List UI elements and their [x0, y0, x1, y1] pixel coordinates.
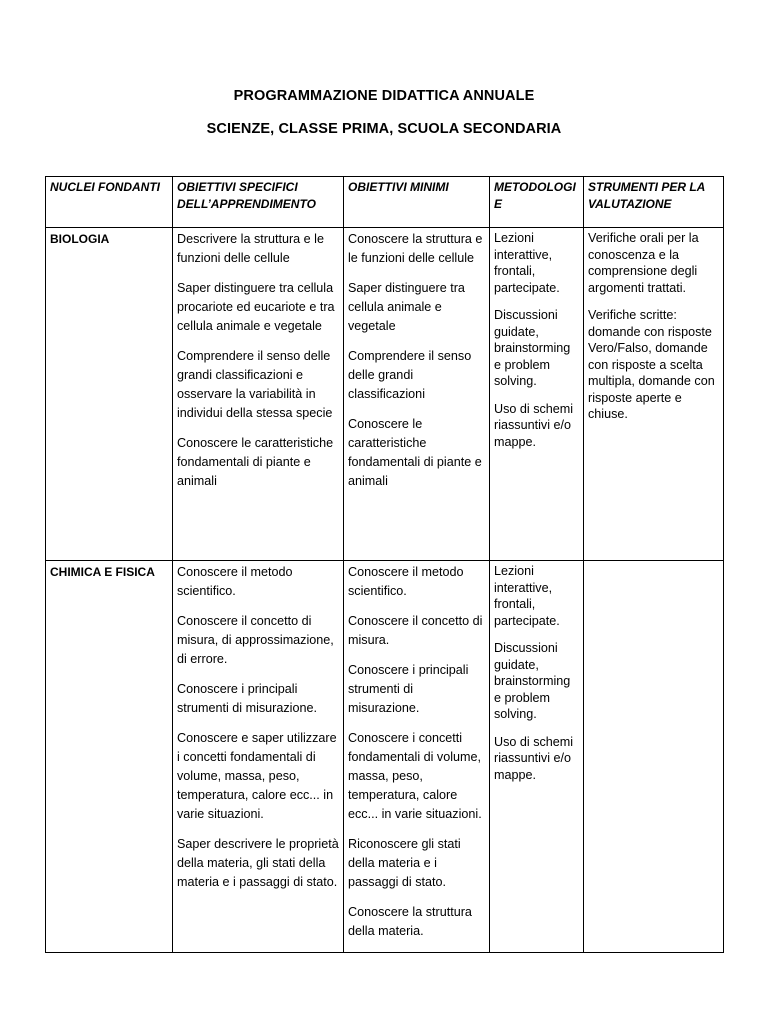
- obiettivo-specifico: Saper descrivere le proprietà della materia, gli stati della materia e i passaggi di stato.: [177, 837, 339, 889]
- obiettivo-specifico: Comprendere il senso delle grandi classificazioni e osservare la variabilità in individui della stessa specie: [177, 349, 333, 420]
- metodologia: Uso di schemi riassuntivi e/o mappe.: [494, 401, 574, 449]
- header-nuclei-fondanti: NUCLEI FONDANTI: [46, 177, 173, 228]
- obiettivo-minimo: Conoscere il metodo scientifico.: [348, 565, 464, 598]
- document-subtitle: SCIENZE, CLASSE PRIMA, SCUOLA SECONDARIA: [206, 121, 562, 137]
- obiettivo-minimo-cell: [344, 561, 490, 953]
- header-strumenti-valutazione: STRUMENTI PER LA VALUTAZIONE: [584, 177, 724, 228]
- metodologia: Discussioni guidate, brainstorming e problem solving.: [494, 308, 571, 388]
- header-metodologie: METODOLOGIE: [490, 177, 584, 228]
- obiettivo-specifico: Conoscere i principali strumenti di misurazione.: [177, 682, 317, 715]
- nucleo-fondante: CHIMICA E FISICA: [46, 561, 173, 953]
- nucleo-fondante: BIOLOGIA: [46, 228, 173, 561]
- obiettivo-minimo: Conoscere la struttura della materia.: [348, 905, 472, 938]
- obiettivo-minimo-cell: [344, 228, 490, 561]
- strumento-valutazione-cell: [584, 228, 724, 561]
- strumento-valutazione-cell: [584, 561, 724, 953]
- obiettivo-specifico: Saper distinguere tra cellula procariote ed eucariote e tra cellula animale e vegetale: [177, 281, 335, 333]
- obiettivo-minimo: Saper distinguere tra cellula animale e vegetale: [348, 281, 465, 333]
- table-row: [46, 561, 724, 953]
- metodologia-cell: [490, 228, 584, 561]
- obiettivo-specifico-cell: [173, 561, 344, 953]
- obiettivo-specifico-cell: [173, 228, 344, 561]
- strumento-valutazione: Verifiche orali per la conoscenza e la comprensione degli argomenti trattati.: [588, 231, 699, 295]
- metodologia: Lezioni interattive, frontali, partecipate.: [494, 564, 560, 628]
- metodologia-cell: [490, 561, 584, 953]
- metodologia: Uso di schemi riassuntivi e/o mappe.: [494, 734, 574, 782]
- obiettivo-minimo: Conoscere la struttura e le funzioni delle cellule: [348, 232, 483, 265]
- header-obiettivi-minimi: OBIETTIVI MINIMI: [344, 177, 490, 228]
- strumento-valutazione: Verifiche scritte: domande con risposte Vero/Falso, domande con risposte a scelta multipla, domande con risposte aperte e chiuse.: [588, 308, 715, 421]
- obiettivo-minimo: Conoscere le caratteristiche fondamentali di piante e animali: [348, 417, 482, 488]
- obiettivo-specifico: Conoscere e saper utilizzare i concetti fondamentali di volume, massa, peso, temperatura, calore ecc... in varie situazioni.: [177, 731, 337, 821]
- header-obiettivi-specifici: OBIETTIVI SPECIFICI DELL’APPRENDIMENTO: [173, 177, 344, 228]
- obiettivo-minimo: Conoscere i concetti fondamentali di volume, massa, peso, temperatura, calore ecc... in varie situazioni.: [348, 731, 482, 821]
- programmazione-table: [45, 176, 724, 953]
- metodologia: Discussioni guidate, brainstorming e problem solving.: [494, 641, 571, 721]
- obiettivo-specifico: Conoscere le caratteristiche fondamentali di piante e animali: [177, 436, 334, 488]
- obiettivo-minimo: Comprendere il senso delle grandi classificazioni: [348, 349, 472, 401]
- obiettivo-specifico: Conoscere il concetto di misura, di approssimazione, di errore.: [177, 614, 334, 666]
- obiettivo-specifico: Descrivere la struttura e le funzioni delle cellule: [177, 232, 324, 265]
- obiettivo-specifico: Conoscere il metodo scientifico.: [177, 565, 293, 598]
- table-header-row: [46, 177, 724, 228]
- document-title: PROGRAMMAZIONE DIDATTICA ANNUALE: [233, 88, 535, 104]
- obiettivo-minimo: Conoscere i principali strumenti di misurazione.: [348, 663, 469, 715]
- metodologia: Lezioni interattive, frontali, partecipate.: [494, 231, 560, 295]
- table-row: [46, 228, 724, 561]
- obiettivo-minimo: Riconoscere gli stati della materia e i passaggi di stato.: [348, 837, 461, 889]
- obiettivo-minimo: Conoscere il concetto di misura.: [348, 614, 483, 647]
